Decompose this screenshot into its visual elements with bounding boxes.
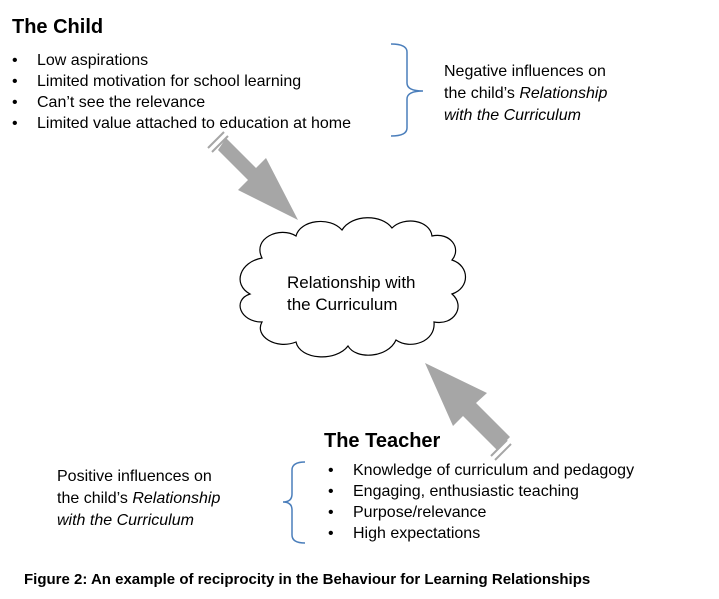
list-item: • Engaging, enthusiastic teaching xyxy=(326,481,634,502)
list-item: • Knowledge of curriculum and pedagogy xyxy=(326,460,634,481)
note-line: the child’s Relationship xyxy=(57,490,221,507)
list-item: • High expectations xyxy=(326,523,634,544)
list-item: • Can’t see the relevance xyxy=(10,92,351,113)
note-line: the child’s Relationship xyxy=(444,85,608,102)
negative-influences-bracket xyxy=(391,44,423,136)
list-item: • Purpose/relevance xyxy=(326,502,634,523)
positive-influences-bracket xyxy=(283,462,305,543)
figure-caption: Figure 2: An example of reciprocity in the Behaviour for Learning Relationships xyxy=(24,571,591,588)
teacher-heading: The Teacher xyxy=(324,430,441,452)
child-heading: The Child xyxy=(12,16,104,38)
list-item: • Limited motivation for school learning xyxy=(10,71,351,92)
note-line: Positive influences on xyxy=(57,468,212,485)
note-line: Negative influences on xyxy=(444,63,606,80)
child-influences-list xyxy=(10,50,351,134)
arrow-down-right-icon xyxy=(208,132,298,220)
list-item: • Limited value attached to education at home xyxy=(10,113,351,134)
note-line: with the Curriculum xyxy=(444,107,581,124)
cloud-label: Relationship with the Curriculum xyxy=(287,273,416,314)
positive-influences-note xyxy=(57,466,220,532)
list-item: • Low aspirations xyxy=(10,50,351,71)
teacher-influences-list xyxy=(326,460,634,544)
negative-influences-note xyxy=(444,61,607,127)
note-line: with the Curriculum xyxy=(57,512,194,529)
